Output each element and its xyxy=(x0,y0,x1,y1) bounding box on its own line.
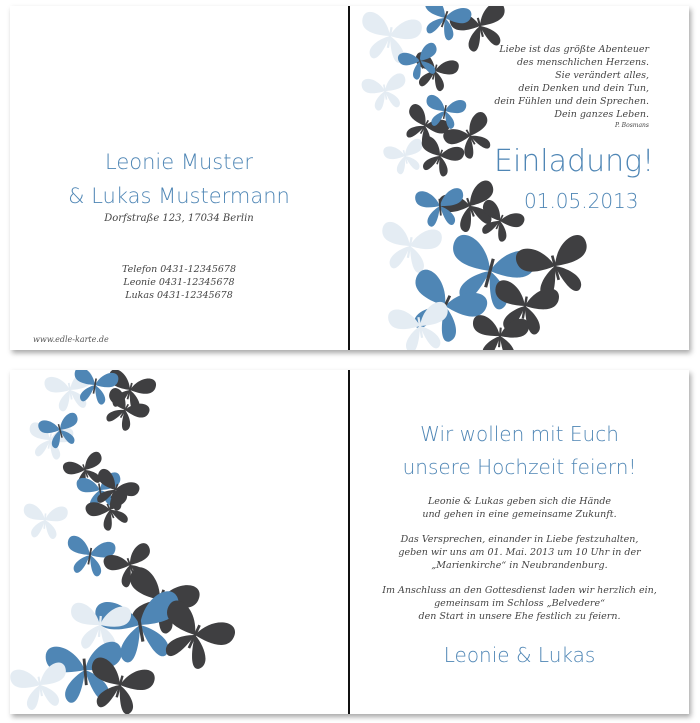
phone-line: Telefon 0431-12345678 xyxy=(122,264,236,275)
wedding-date: 01.05.2013 xyxy=(524,189,639,213)
butterfly-icon xyxy=(21,503,68,540)
quote-line: Dein ganzes Leben. xyxy=(554,109,649,120)
heading-line-1: Wir wollen mit Euch xyxy=(420,422,619,446)
inside-right-panel xyxy=(350,370,689,714)
card-inside xyxy=(10,370,689,714)
text-line: Leonie & Lukas geben sich die Hände xyxy=(427,496,612,507)
butterfly-garland xyxy=(10,370,348,714)
front-cover-panel xyxy=(350,6,689,350)
heading-line-2: unsere Hochzeit feiern! xyxy=(402,455,637,479)
quote-line: Liebe ist das größte Abenteuer xyxy=(499,44,649,55)
address: Dorfstraße 123, 17034 Berlin xyxy=(104,213,254,224)
invitation-title: Einladung! xyxy=(494,144,655,179)
text-line: geben wir uns am 01. Mai. 2013 um 10 Uhr in der xyxy=(398,547,641,558)
card-front xyxy=(10,6,689,350)
quote-line: des menschlichen Herzens. xyxy=(516,57,649,68)
phone-line: Leonie 0431-12345678 xyxy=(123,277,235,288)
inside-left-panel xyxy=(10,370,348,714)
butterfly-icon xyxy=(361,72,410,112)
butterfly-icon xyxy=(472,198,526,247)
text-line: „Marienkirche“ in Neubrandenburg. xyxy=(431,560,608,571)
text-line: Das Versprechen, einander in Liebe festzuhalten, xyxy=(400,534,639,545)
butterfly-icon xyxy=(10,661,72,712)
text-line: Im Anschluss an den Gottesdienst laden wir herzlich ein, xyxy=(382,585,657,596)
butterfly-icon xyxy=(376,221,443,276)
quote-author: P. Bosmans xyxy=(615,122,649,129)
text-line: und gehen in eine gemeinsame Zukunft. xyxy=(422,509,617,520)
signature: Leonie & Lukas xyxy=(443,643,596,667)
back-cover-panel xyxy=(10,6,348,350)
quote-line: dein Denken und dein Tun, xyxy=(518,83,649,94)
website-link[interactable]: www.edle-karte.de xyxy=(33,335,109,344)
text-line: gemeinsam im Schloss „Belvedere“ xyxy=(434,598,605,609)
butterfly-icon xyxy=(470,315,530,350)
phone-line: Lukas 0431-12345678 xyxy=(125,290,233,301)
names-line-2: & Lukas Mustermann xyxy=(68,184,290,208)
names-line-1: Leonie Muster xyxy=(105,150,253,174)
text-line: den Start in unsere Ehe festlich zu feiern. xyxy=(418,611,621,622)
butterfly-icon xyxy=(382,138,429,178)
butterfly-layer xyxy=(10,370,348,714)
quote-line: dein Fühlen und dein Sprechen. xyxy=(494,96,649,107)
quote-line: Sie verändert alles, xyxy=(555,70,649,81)
